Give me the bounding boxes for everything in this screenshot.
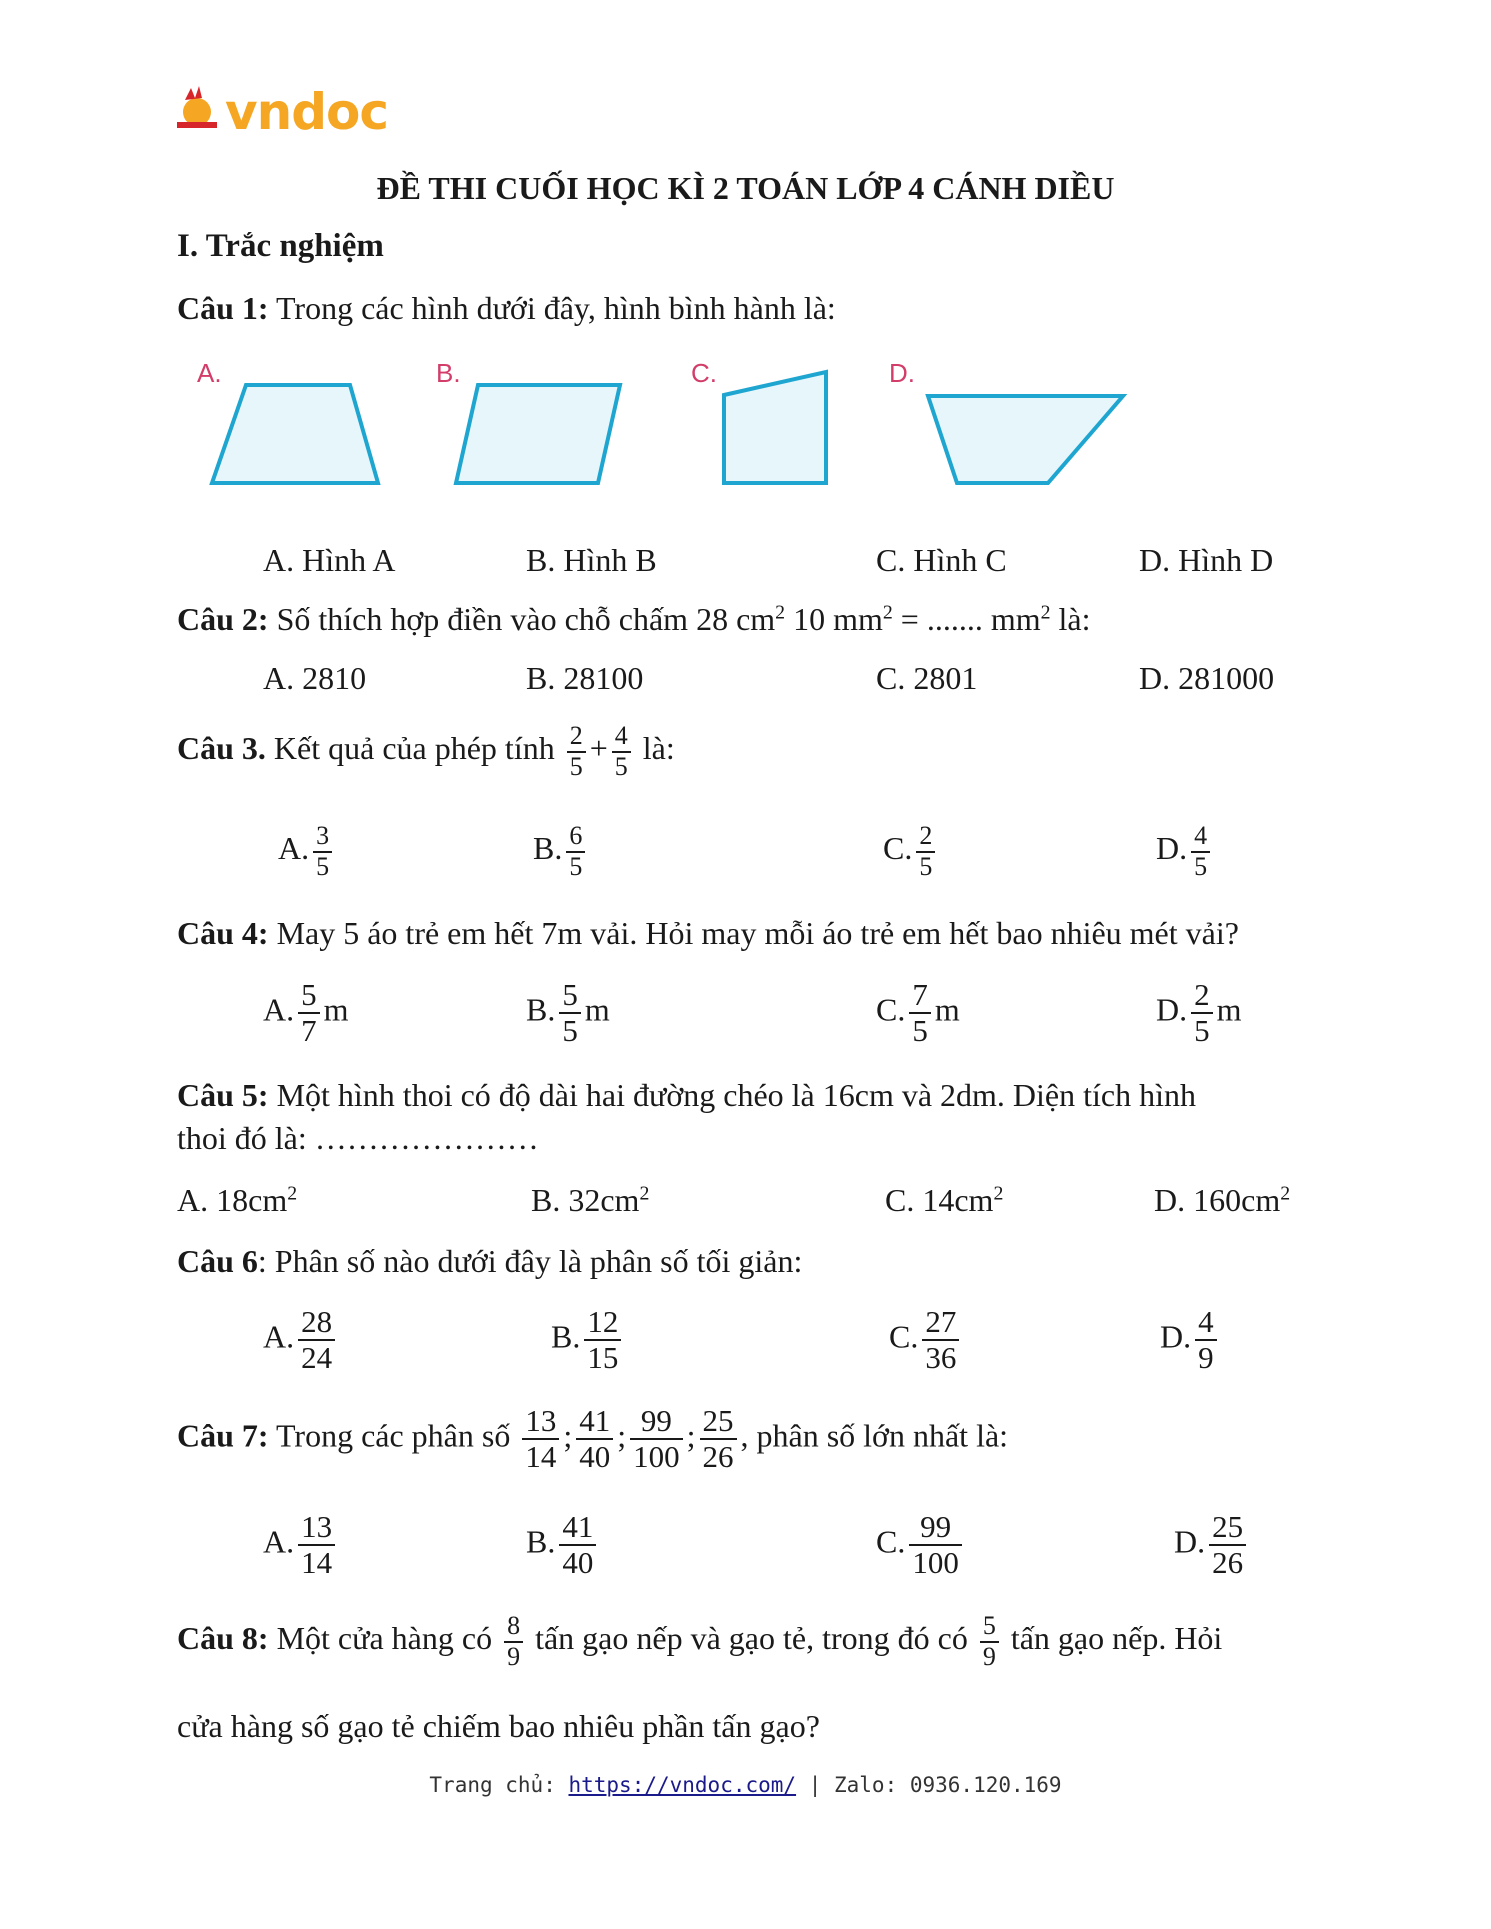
q1-option-a[interactable]: A. Hình A: [263, 542, 396, 578]
fraction: $\frac{2}{5}$: [567, 722, 586, 781]
question-label: Câu 2:: [177, 601, 269, 637]
q1-option-b[interactable]: B. Hình B: [526, 542, 657, 578]
q3-option-c[interactable]: C. $\frac{2}{5}$: [883, 822, 939, 881]
q4-option-b[interactable]: B. $\frac{5}{5}$ m: [526, 977, 610, 1049]
q4-option-d[interactable]: D. $\frac{2}{5}$ m: [1156, 977, 1242, 1049]
question-text: Kết quả của phép tính: [273, 729, 555, 766]
q2-option-b[interactable]: B. 28100: [526, 660, 644, 696]
question-text: , phân số lớn nhất là:: [740, 1417, 1009, 1454]
q4-option-c[interactable]: C. $\frac{7}{5}$ m: [876, 977, 960, 1049]
figure-label-a: A.: [197, 358, 222, 388]
question-text: là:: [642, 729, 675, 766]
superscript: 2: [1040, 601, 1051, 624]
shapes-figure: [0, 0, 1491, 500]
fraction: $\frac{25}{26}$: [700, 1404, 737, 1474]
question-8: [177, 1612, 1222, 1671]
question-label: Câu 6: [177, 1243, 258, 1279]
question-5: [177, 1077, 1196, 1114]
parallelogram-shape-b: [456, 385, 620, 483]
footer-prefix: Trang chủ:: [429, 1773, 569, 1797]
question-text: là:: [1050, 601, 1091, 637]
separator: ;: [617, 1417, 627, 1454]
separator: ;: [686, 1417, 696, 1454]
q4-option-a[interactable]: A. $\frac{5}{7}$ m: [263, 977, 349, 1049]
question-label: Câu 4:: [177, 915, 269, 951]
question-6: [177, 1243, 802, 1280]
question-text: = ....... mm: [892, 601, 1041, 637]
q2-option-d[interactable]: D. 281000: [1139, 660, 1275, 696]
q5-option-d[interactable]: D. $160cm^2$: [1154, 1182, 1291, 1218]
question-text: Trong các phân số: [275, 1417, 511, 1454]
fraction: $\frac{8}{9}$: [504, 1612, 523, 1671]
question-label: Câu 7:: [177, 1417, 269, 1454]
q7-option-b[interactable]: B. $\frac{41}{40}$: [526, 1510, 600, 1580]
q1-option-c[interactable]: C. Hình C: [876, 542, 1007, 578]
question-text: Số thích hợp điền vào chỗ chấm 28 cm: [276, 601, 776, 637]
q5-option-a[interactable]: A. $18cm^2$: [177, 1182, 298, 1218]
q3-option-a[interactable]: A. $\frac{3}{5}$: [278, 822, 336, 881]
q6-option-c[interactable]: C. $\frac{27}{36}$: [889, 1305, 963, 1375]
q5-option-b[interactable]: B. $32cm^2$: [531, 1182, 650, 1218]
homepage-link[interactable]: https://vndoc.com/: [568, 1773, 797, 1797]
figure-label-c: C.: [691, 358, 717, 388]
question-label: Câu 1:: [177, 290, 269, 326]
question-text: tấn gạo nếp. Hỏi: [1010, 1619, 1223, 1656]
logo-text: vndoc: [225, 83, 388, 141]
question-5-line2: thoi đó là: …………………: [177, 1120, 539, 1156]
figure-label-d: D.: [889, 358, 915, 388]
q2-option-c[interactable]: C. 2801: [876, 660, 978, 696]
question-label: Câu 8:: [177, 1619, 269, 1656]
figure-label-b: B.: [436, 358, 461, 388]
question-text: May 5 áo trẻ em hết 7m vải. Hỏi may mỗi áo trẻ em hết bao nhiêu mét vải?: [276, 915, 1239, 951]
trapezoid-shape-a: [212, 385, 378, 483]
footer-contact: | Zalo: 0936.120.169: [796, 1773, 1062, 1797]
separator: ;: [563, 1417, 573, 1454]
question-text: 10 mm: [785, 601, 883, 637]
question-3: [177, 722, 675, 781]
q3-option-d[interactable]: D. $\frac{4}{5}$: [1156, 822, 1214, 881]
q6-option-a[interactable]: A. $\frac{28}{24}$: [263, 1305, 339, 1375]
question-label: Câu 5:: [177, 1077, 269, 1113]
fraction: $\frac{4}{5}$: [612, 722, 631, 781]
q6-option-b[interactable]: B. $\frac{12}{15}$: [551, 1305, 625, 1375]
trapezoid-shape-d: [928, 396, 1123, 483]
page-footer: [0, 1773, 1491, 1797]
q7-option-c[interactable]: C. $\frac{99}{100}$: [876, 1510, 966, 1580]
question-text: Một cửa hàng có: [276, 1619, 493, 1656]
q3-option-b[interactable]: B. $\frac{6}{5}$: [533, 822, 589, 881]
question-label: Câu 3.: [177, 729, 266, 766]
quadrilateral-shape-c: [724, 372, 826, 483]
question-8-line2: cửa hàng số gạo tẻ chiếm bao nhiêu phần tấn gạo?: [177, 1708, 820, 1744]
q7-option-d[interactable]: D. $\frac{25}{26}$: [1174, 1510, 1250, 1580]
page-title: ĐỀ THI CUỐI HỌC KÌ 2 TOÁN LỚP 4 CÁNH DIỀU: [376, 170, 1115, 206]
question-4: [177, 915, 1239, 952]
fraction: $\frac{5}{9}$: [980, 1612, 999, 1671]
fraction: $\frac{99}{100}$: [630, 1404, 683, 1474]
plus-sign: +: [589, 729, 608, 766]
q5-option-c[interactable]: C. $14cm^2$: [885, 1182, 1004, 1218]
fraction: $\frac{13}{14}$: [522, 1404, 559, 1474]
q6-option-d[interactable]: D. $\frac{4}{9}$: [1160, 1305, 1221, 1375]
q7-option-a[interactable]: A. $\frac{13}{14}$: [263, 1510, 339, 1580]
question-7: [177, 1404, 1008, 1474]
section-heading: I. Trắc nghiệm: [177, 228, 384, 264]
question-text: tấn gạo nếp và gạo tẻ, trong đó có: [535, 1619, 968, 1656]
question-text: Một hình thoi có độ dài hai đường chéo là 16cm và 2dm. Diện tích hình: [276, 1077, 1196, 1113]
q2-option-a[interactable]: A. 2810: [263, 660, 367, 696]
q1-option-d[interactable]: D. Hình D: [1139, 542, 1274, 578]
question-text: : Phân số nào dưới đây là phân số tối giản:: [257, 1243, 803, 1279]
superscript: 2: [775, 601, 786, 624]
fraction: $\frac{41}{40}$: [576, 1404, 613, 1474]
question-2: [177, 601, 1091, 638]
superscript: 2: [882, 601, 893, 624]
question-text: Trong các hình dưới đây, hình bình hành là:: [275, 290, 836, 326]
